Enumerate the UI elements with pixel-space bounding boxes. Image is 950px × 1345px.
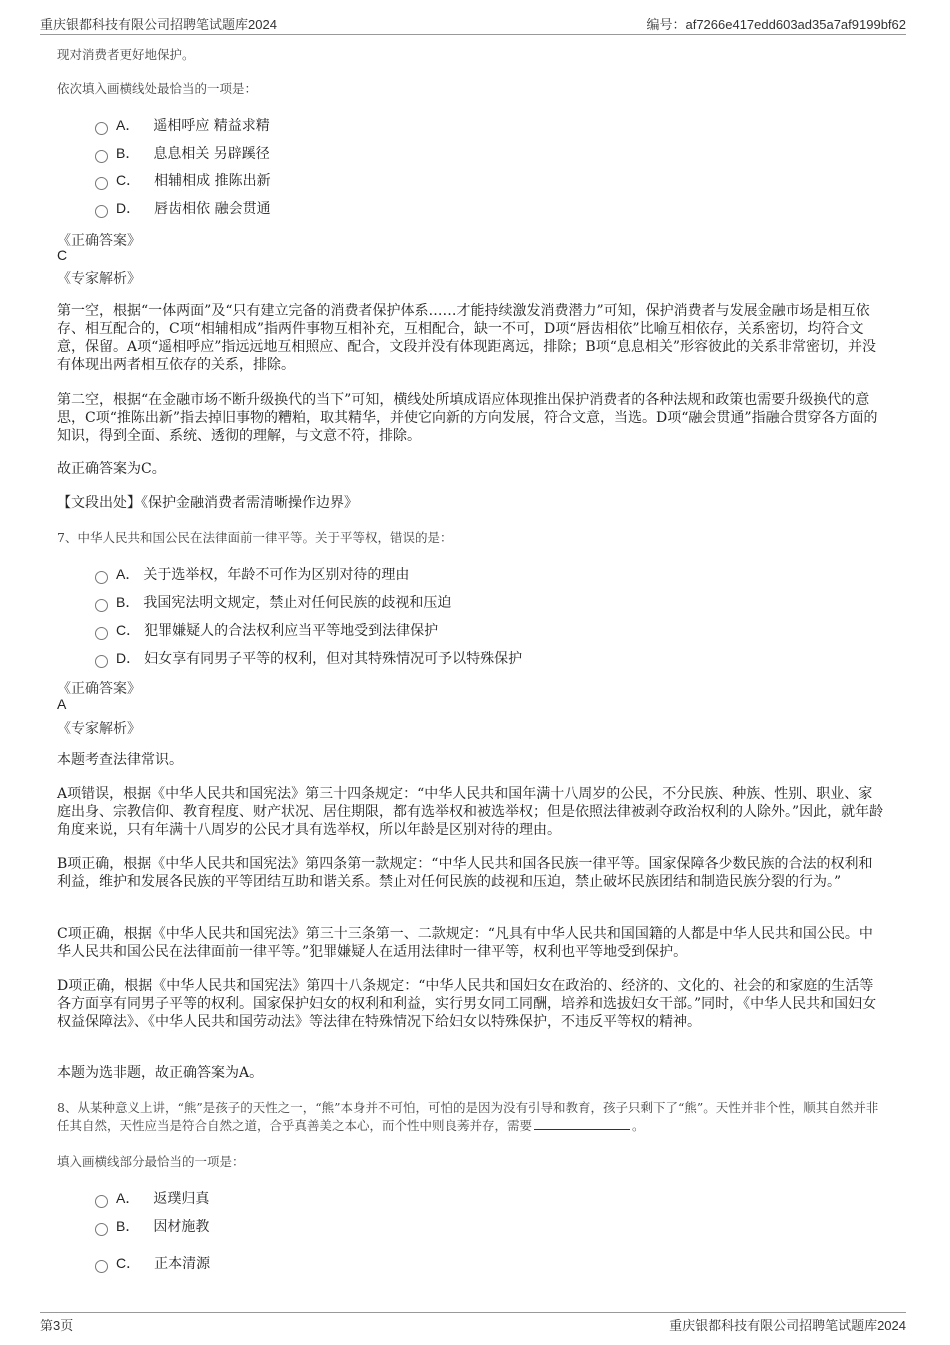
q6-source: 【文段出处】《保护金融消费者需清晰操作边界》 <box>57 495 358 511</box>
option-text: 因材施教 <box>153 1219 210 1235</box>
q8-question-end: 。 <box>632 1118 645 1133</box>
footer-title: 重庆银都科技有限公司招聘笔试题库2024 <box>669 1318 906 1333</box>
q6-analysis-label: 《专家解析》 <box>57 271 141 287</box>
q7-answer: A <box>57 696 67 712</box>
option-letter: A． <box>116 566 140 582</box>
header-title: 重庆银都科技有限公司招聘笔试题库2024 <box>40 17 277 32</box>
option-text: 正本清源 <box>154 1256 211 1272</box>
q7-option-a[interactable] <box>95 564 409 584</box>
radio-icon[interactable] <box>95 177 108 190</box>
q6-prompt: 依次填入画横线处最恰当的一项是： <box>57 81 258 96</box>
page-number: 第3页 <box>40 1318 74 1333</box>
q8-question-text: 8、从某种意义上讲，“熊”是孩子的天性之一，“熊”本身并不可怕，可怕的是因为没有引导和教育，孩子只剩下了“熊”。天性并非个性，顺其自然并非任其自然，天性应当是符合自然之道，合乎真善美之本心，而个性中则良莠并存，需要 <box>57 1100 879 1133</box>
radio-icon[interactable] <box>95 1195 108 1208</box>
q6-analysis-p2: 第二空，根据“在金融市场不断升级换代的当下”可知，横线处所填成语应体现推出保护消费者的各种法规和政策也需要升级换代的意思，C项“推陈出新”指去掉旧事物的糟粕，取其精华，并使它向新的方向发展，符合文意，当选。D项“融会贯通”指融合贯穿各方面的知识，得到全面、系统、透彻的理解，与文意不符，排除。 <box>57 392 878 444</box>
q7-analysis-label: 《专家解析》 <box>57 721 141 737</box>
option-letter: A． <box>116 117 140 133</box>
radio-icon[interactable] <box>95 205 108 218</box>
radio-icon[interactable] <box>95 1260 108 1273</box>
option-text: 相辅相成 推陈出新 <box>154 173 271 189</box>
q8-option-a[interactable] <box>95 1188 209 1208</box>
q6-analysis-p3: 故正确答案为C。 <box>57 461 166 477</box>
q6-answer-label: 《正确答案》 <box>57 233 141 249</box>
option-letter: B． <box>116 594 140 610</box>
q7-analysis-p5: D项正确，根据《中华人民共和国宪法》第四十八条规定：“中华人民共和国妇女在政治的、经济的、文化的、社会的和家庭的生活等各方面享有同男子平等的权利。国家保护妇女的权利和利益，实行男女同工同酬，培养和选拔妇女干部。”同时，《中华人民共和国妇女权益保障法》、《中华人民共和国劳动法》等法律在特殊情况下给妇女以特殊保护，不违反平等权的精神。 <box>57 978 877 1030</box>
option-text: 妇女享有同男子平等的权利，但对其特殊情况可予以特殊保护 <box>144 651 523 667</box>
q8-option-c[interactable] <box>95 1253 210 1273</box>
q7-answer-label: 《正确答案》 <box>57 681 141 697</box>
header-serial: 编号：af7266e417edd603ad35a7af9199bf62 <box>646 17 906 32</box>
radio-icon[interactable] <box>95 599 108 612</box>
q6-option-a[interactable] <box>95 115 270 135</box>
q6-analysis-p1: 第一空，根据“一体两面”及“只有建立完备的消费者保护体系……才能持续激发消费潜力”可知，保护消费者与发展金融市场是相互依存、相互配合的，C项“相辅相成”指两件事物互相补充，互相配合，缺一不可，D项“唇齿相依”比喻互相依存，关系密切，均符合文意，保留。A项“遥相呼应”指远远地互相照应、配合，文段并没有体现距离远，排除；B项“息息相关”形容彼此的关系非常密切，并没有体现出两者相互依存的关系，排除。 <box>57 303 877 373</box>
option-letter: C． <box>116 1255 141 1271</box>
option-letter: A． <box>116 1190 140 1206</box>
q7-analysis-p6: 本题为选非题，故正确答案为A。 <box>57 1065 264 1081</box>
q7-analysis-p3: B项正确，根据《中华人民共和国宪法》第四条第一款规定：“中华人民共和国各民族一律平等。国家保障各少数民族的合法的权利和利益，维护和发展各民族的平等团结互助和谐关系。禁止对任何民族的歧视和压迫，禁止破坏民族团结和制造民族分裂的行为。” <box>57 856 873 890</box>
q7-analysis-p4: C项正确，根据《中华人民共和国宪法》第三十三条第一、二款规定：“凡具有中华人民共和国国籍的人都是中华人民共和国公民。中华人民共和国公民在法律面前一律平等。”犯罪嫌疑人在适用法律时一律平等，权利也平等地受到保护。 <box>57 926 873 960</box>
page-header <box>40 14 906 35</box>
q6-option-c[interactable] <box>95 170 271 190</box>
q7-analysis-p2: A项错误，根据《中华人民共和国宪法》第三十四条规定：“中华人民共和国年满十八周岁的公民，不分民族、种族、性别、职业、家庭出身、宗教信仰、教育程度、财产状况、居住期限，都有选举权和被选举权；但是依照法律被剥夺政治权利的人除外。”因此，就年龄角度来说，只有年满十八周岁的公民才具有选举权，所以年龄是区别对待的理由。 <box>57 786 884 838</box>
radio-icon[interactable] <box>95 122 108 135</box>
q7-analysis-p1: 本题考查法律常识。 <box>57 752 183 768</box>
radio-icon[interactable] <box>95 655 108 668</box>
q7-question: 7、中华人民共和国公民在法律面前一律平等。关于平等权，错误的是： <box>57 530 453 545</box>
option-text: 犯罪嫌疑人的合法权利应当平等地受到法律保护 <box>144 623 439 639</box>
option-letter: C． <box>116 622 141 638</box>
q7-option-c[interactable] <box>95 620 438 640</box>
option-letter: C． <box>116 172 141 188</box>
q6-answer: C <box>57 247 68 263</box>
option-letter: D． <box>116 200 141 216</box>
option-text: 息息相关 另辟蹊径 <box>153 146 270 162</box>
page-footer <box>40 1312 906 1335</box>
q6-option-b[interactable] <box>95 143 270 163</box>
option-text: 关于选举权，年龄不可作为区别对待的理由 <box>143 567 410 583</box>
option-letter: D． <box>116 650 141 666</box>
q8-prompt: 填入画横线部分最恰当的一项是： <box>57 1154 245 1169</box>
q7-option-d[interactable] <box>95 648 522 668</box>
option-text: 唇齿相依 融会贯通 <box>154 201 271 217</box>
option-text: 遥相呼应 精益求精 <box>153 118 270 134</box>
radio-icon[interactable] <box>95 150 108 163</box>
q8-option-b[interactable] <box>95 1216 209 1236</box>
q6-intro-tail: 现对消费者更好地保护。 <box>57 47 195 62</box>
q6-option-d[interactable] <box>95 198 271 218</box>
radio-icon[interactable] <box>95 627 108 640</box>
option-letter: B． <box>116 1218 140 1234</box>
q8-blank <box>534 1117 630 1130</box>
q7-option-b[interactable] <box>95 592 451 612</box>
q8-question <box>57 1099 886 1135</box>
radio-icon[interactable] <box>95 571 108 584</box>
option-text: 我国宪法明文规定，禁止对任何民族的歧视和压迫 <box>143 595 452 611</box>
radio-icon[interactable] <box>95 1223 108 1236</box>
option-letter: B． <box>116 145 140 161</box>
option-text: 返璞归真 <box>153 1191 210 1207</box>
